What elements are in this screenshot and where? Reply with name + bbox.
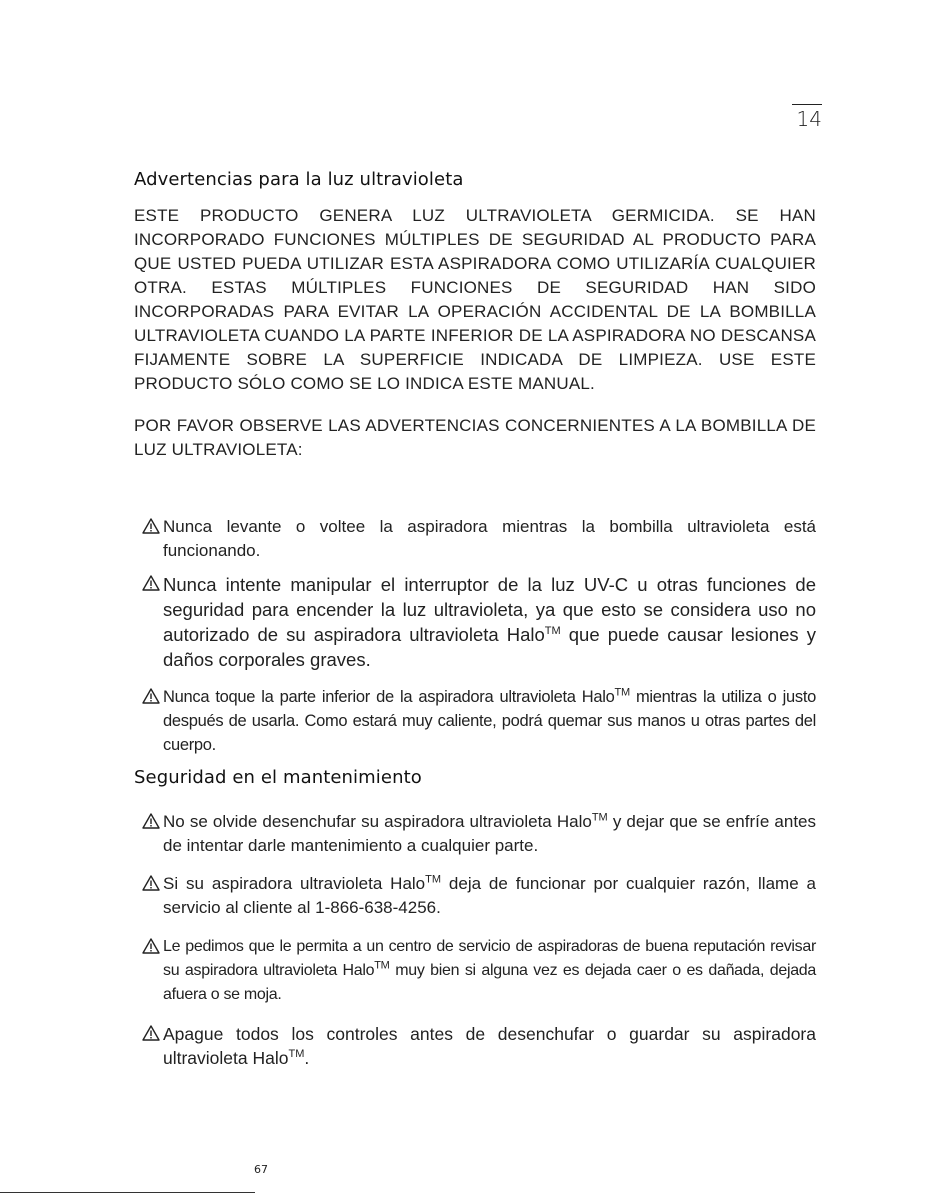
warning-icon	[142, 938, 160, 954]
warning-text: Apague todos los controles antes de desenchufar o guardar su aspiradora ultravioleta Halo™.	[163, 1024, 816, 1068]
warning-icon	[142, 518, 160, 534]
warning-icon	[142, 688, 160, 704]
warning-text: Nunca intente manipular el interruptor de la luz UV-C u otras funciones de seguridad para encender la luz ultravioleta, ya que esto se considera uso no autorizado de su aspiradora ultravioleta Halo™ que puede causar lesiones y daños corporales graves.	[163, 574, 816, 670]
warning-icon	[142, 575, 160, 591]
warning-icon	[142, 1025, 160, 1041]
warning-icon	[142, 813, 160, 829]
page-number: 14	[792, 104, 822, 131]
warning-icon	[142, 875, 160, 891]
warning-item	[142, 515, 816, 563]
warning-item	[142, 685, 816, 757]
warning-text: Nunca toque la parte inferior de la aspiradora ultravioleta Halo™ mientras la utiliza o justo después de usarla. Como estará muy caliente, podrá quemar sus manos u otras partes del cuerpo.	[163, 686, 816, 754]
intro-paragraph: ESTE PRODUCTO GENERA LUZ ULTRAVIOLETA GERMICIDA. SE HAN INCORPORADO FUNCIONES MÚLTIPLES DE SEGURIDAD AL PRODUCTO PARA QUE USTED PUEDA UTILIZAR ESTA ASPIRADORA COMO UTILIZARÍA CUALQUIER OTRA. ESTAS MÚLTIPLES FUNCIONES DE SEGURIDAD HAN SIDO INCORPORADAS PARA EVITAR LA OPERACIÓN ACCIDENTAL DE LA BOMBILLA ULTRAVIOLETA CUANDO LA PARTE INFERIOR DE LA ASPIRADORA NO DESCANSA FIJAMENTE SOBRE LA SUPERFICIE INDICADA DE LIMPIEZA. USE ESTE PRODUCTO SÓLO COMO SE LO INDICA ESTE MANUAL.	[134, 206, 816, 393]
trademark-symbol: TM	[374, 959, 390, 972]
trademark-symbol: TM	[425, 873, 442, 886]
heading-maintenance: Seguridad en el mantenimiento	[134, 767, 422, 788]
trademark-symbol: TM	[288, 1048, 305, 1061]
warning-item	[142, 872, 816, 920]
footer-page-number: 67	[254, 1163, 268, 1176]
footer-divider	[0, 1192, 255, 1193]
warning-item	[142, 935, 816, 1007]
trademark-symbol: TM	[544, 624, 561, 637]
trademark-symbol: TM	[614, 686, 630, 699]
warning-text: Si su aspiradora ultravioleta Halo™ deja de funcionar por cualquier razón, llame a servicio al cliente al 1-866-638-4256.	[163, 873, 816, 917]
warning-item	[142, 1022, 816, 1070]
warning-text: No se olvide desenchufar su aspiradora ultravioleta Halo™ y dejar que se enfríe antes de intentar darle mantenimiento a cualquier parte.	[163, 811, 816, 855]
warning-item	[142, 572, 816, 672]
observe-paragraph: POR FAVOR OBSERVE LAS ADVERTENCIAS CONCERNIENTES A LA BOMBILLA DE LUZ ULTRAVIOLETA:	[134, 416, 816, 459]
warning-item	[142, 810, 816, 858]
trademark-symbol: TM	[591, 811, 608, 824]
warning-text: Le pedimos que le permita a un centro de servicio de aspiradoras de buena reputación revisar su aspiradora ultravioleta Halo™ muy bien si alguna vez es dejada caer o es dañada, dejada afuera o se moja.	[163, 938, 816, 1003]
heading-uv-warnings: Advertencias para la luz ultravioleta	[134, 169, 464, 190]
warning-text: Nunca levante o voltee la aspiradora mientras la bombilla ultravioleta está funcionando.	[163, 517, 816, 560]
